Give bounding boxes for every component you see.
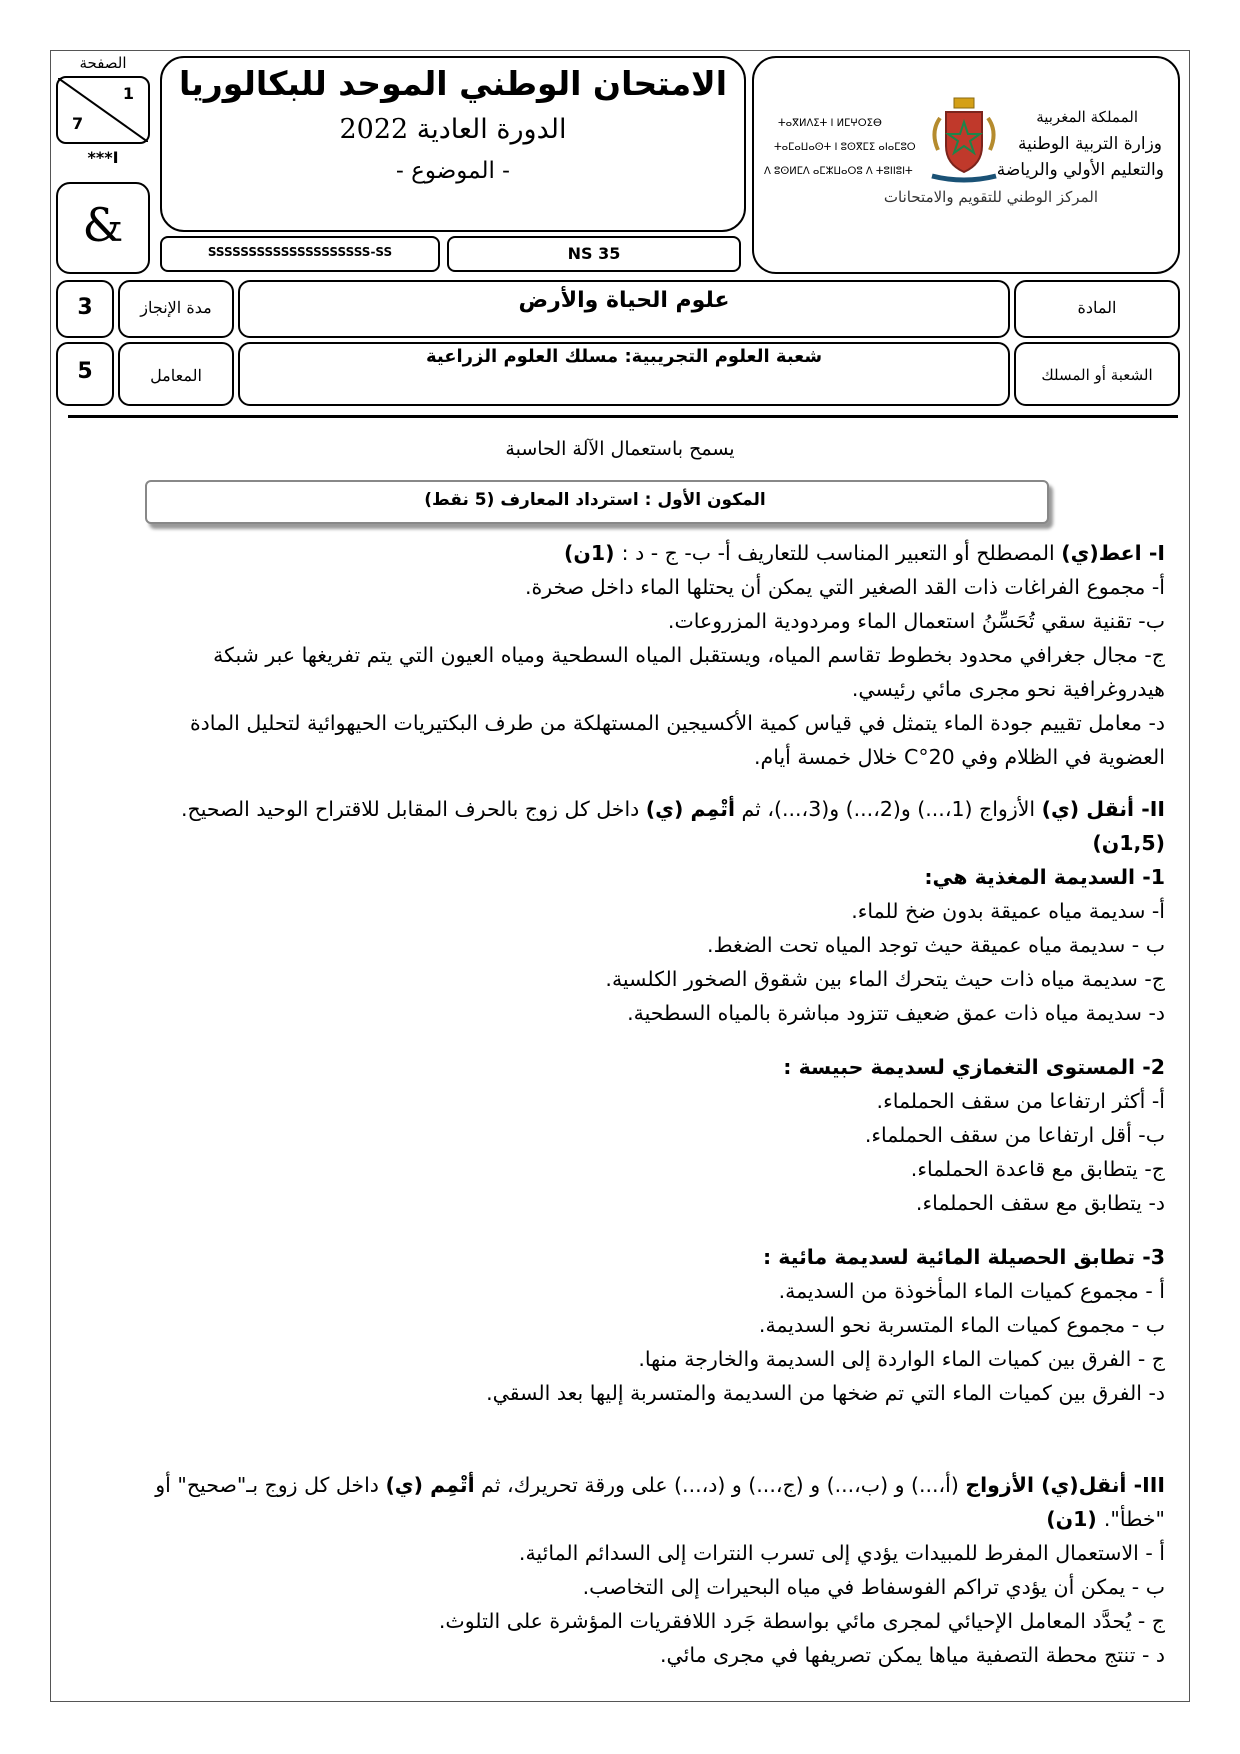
page-total: 7	[72, 114, 84, 133]
section-3-item: ب - يمكن أن يؤدي تراكم الفوسفاط في مياه البحيرات إلى التخاصب.	[582, 1575, 1165, 1599]
question-1-option: ج- سديمة مياه ذات حيث يتحرك الماء بين شقوق الصخور الكلسية.	[605, 967, 1165, 991]
question-2-option: د- يتطابق مع سقف الحملماء.	[915, 1191, 1165, 1215]
calculator-note: يسمح باستعمال الآلة الحاسبة	[505, 438, 735, 460]
section-3-item: د - تنتج محطة التصفية مياها يمكن تصريفها في مجرى مائي.	[660, 1643, 1165, 1667]
question-1-option: د- سديمة مياه ذات عمق ضعيف تتزود مباشرة بالمياه السطحية.	[627, 1001, 1165, 1025]
page-label: الصفحة	[79, 54, 127, 72]
section-1-prefix: I- اعط(ي)	[1061, 541, 1165, 565]
section-1-text: المصطلح أو التعبير المناسب للتعاريف أ- ب- ج - د :	[621, 541, 1062, 565]
subject-value: علوم الحياة والأرض	[518, 288, 730, 313]
question-1-option: ب - سديمة مياه عميقة حيث توجد المياه تحت الضغط.	[707, 933, 1165, 957]
component-title-box	[145, 480, 1049, 524]
section-3-item: أ - الاستعمال المفرط للمبيدات يؤدي إلى تسرب النترات إلى السدائم المائية.	[518, 1541, 1165, 1565]
section-2-instruction	[110, 792, 1165, 826]
exam-session: الدورة العادية 2022	[339, 114, 567, 145]
subject-label-cell	[1014, 280, 1180, 338]
section-3-points: (1ن)	[1046, 1507, 1104, 1531]
header-separator	[68, 415, 1178, 418]
exam-code: SSSSSSSSSSSSSSSSSSSS-SS	[207, 245, 393, 259]
tifinagh-line-3: ⴷ ⵓⵙⵍⵎⴷ ⴰⵎⵣⵡⴰⵔⵓ ⴷ ⵜⵓⵏⵏⵓⵏⵜ	[764, 166, 913, 177]
question-2-option: أ- أكثر ارتفاعا من سقف الحملماء.	[876, 1089, 1165, 1113]
question-3-title: 3- تطابق الحصيلة المائية لسديمة مائية :	[762, 1245, 1165, 1269]
ministry-name-2: وزارة التربية الوطنية	[1017, 134, 1162, 154]
branch-value: شعبة العلوم التجريبية: مسلك العلوم الزراعية	[425, 346, 823, 367]
section-1	[110, 536, 1165, 774]
coef-label-cell	[118, 342, 234, 406]
exam-subject-label: - الموضوع -	[396, 158, 510, 184]
coef-label: المعامل	[150, 366, 202, 385]
ns-code: NS 35	[567, 244, 621, 263]
section-1-item: هيدروغرافية نحو مجرى مائي رئيسي.	[851, 677, 1165, 701]
duration-value: 3	[77, 295, 93, 320]
section-2-points: (1,5ن)	[1092, 831, 1165, 855]
section-2-text-a: الأزواج (1،...) و(2،...) و(3،...)، ثم	[735, 797, 1042, 821]
question-3-option: أ - مجموع كميات الماء المأخوذة من السديمة.	[778, 1279, 1165, 1303]
question-3-option: ب - مجموع كميات الماء المتسربة نحو السديمة.	[758, 1313, 1165, 1337]
duration-label: مدة الإنجاز	[140, 298, 212, 317]
question-3-option: د- الفرق بين كميات الماء التي تم ضخها من السديمة والمتسربة إليها بعد السقي.	[486, 1381, 1165, 1405]
page-current: 1	[122, 84, 134, 103]
duration-label-cell	[118, 280, 234, 338]
section-1-points: (1ن)	[563, 541, 622, 565]
section-3-instruction-line2	[110, 1502, 1165, 1536]
question-1-title: 1- السديمة المغذية هي:	[924, 865, 1165, 889]
section-3-item: ج - يُحدَّد المعامل الإحيائي لمجرى مائي بواسطة جَرد اللافقريات المؤشرة على التلوث.	[438, 1609, 1165, 1633]
question-2-option: ب- أقل ارتفاعا من سقف الحملماء.	[864, 1123, 1165, 1147]
amp-box	[56, 182, 150, 274]
component-title: المكون الأول : استرداد المعارف (5 نقط)	[424, 490, 766, 510]
stars-mark: ***I	[87, 148, 119, 167]
ministry-name-3: والتعليم الأولي والرياضة	[996, 160, 1164, 180]
question-3-option: ج - الفرق بين كميات الماء الواردة إلى السديمة والخارجة منها.	[638, 1347, 1165, 1371]
branch-label-cell	[1014, 342, 1180, 406]
duration-value-cell	[56, 280, 114, 338]
section-3-instruction	[110, 1468, 1165, 1502]
section-3-text-b: داخل كل زوج بـ"صحيح" أو	[155, 1473, 386, 1497]
ministry-center: المركز الوطني للتقويم والامتحانات	[883, 188, 1098, 206]
question-2-option: ج- يتطابق مع قاعدة الحملماء.	[910, 1157, 1165, 1181]
subject-value-cell	[238, 280, 1010, 338]
coef-value: 5	[77, 359, 93, 384]
section-1-instruction	[110, 536, 1165, 570]
section-3	[110, 1468, 1165, 1672]
section-2	[110, 792, 1165, 1410]
exam-title: الامتحان الوطني الموحد للبكالوريا	[178, 64, 728, 103]
question-2-title: 2- المستوى التغمازي لسديمة حبيسة :	[783, 1055, 1165, 1079]
exam-code-box	[160, 236, 440, 272]
coat-of-arms-icon	[924, 92, 1004, 184]
section-3-complete: أتْمِم (ي)	[385, 1473, 475, 1497]
section-2-complete: أتْمِم (ي)	[645, 797, 736, 821]
question-1-option: أ- سديمة مياه عميقة بدون ضخ للماء.	[851, 899, 1165, 923]
tifinagh-line-2: ⵜⴰⵎⴰⵡⴰⵙⵜ ⵏ ⵓⵙⴳⵎⵉ ⴰⵏⴰⵎⵓⵔ	[774, 142, 916, 153]
exam-title-box	[160, 56, 746, 232]
section-1-item: العضوية في الظلام وفي 20°C خلال خمسة أيام.	[753, 745, 1165, 769]
section-1-item: د- معامل تقييم جودة الماء يتمثل في قياس كمية الأكسيجين المستهلكة من طرف البكتيريات الحيهوائية لتحليل المادة	[189, 711, 1165, 735]
branch-value-cell	[238, 342, 1010, 406]
branch-label: الشعبة أو المسلك	[1041, 366, 1153, 384]
section-3-text-a: (أ،...) و (ب،...) و (ج،...) و (د،...) على ورقة تحريرك، ثم	[474, 1473, 966, 1497]
ministry-box	[752, 56, 1180, 274]
section-3-prefix: III- أنقل(ي) الأزواج	[965, 1473, 1165, 1497]
coef-value-cell	[56, 342, 114, 406]
section-1-item: أ- مجموع الفراغات ذات القد الصغير التي يمكن أن يحتلها الماء داخل صخرة.	[524, 575, 1165, 599]
section-3-line2: "خطأ".	[1103, 1507, 1165, 1531]
section-1-item: ب- تقنية سقي تُحَسِّنُ استعمال الماء ومردودية المزروعات.	[667, 609, 1165, 633]
amp-symbol: &	[82, 198, 124, 252]
ministry-name-1: المملكة المغربية	[1036, 108, 1138, 126]
page-number-box	[56, 76, 150, 144]
ns-code-box	[447, 236, 741, 272]
section-1-item: ج- مجال جغرافي محدود بخطوط تقاسم المياه، ويستقبل المياه السطحية ومياه العيون التي يتم تفريغها عبر شبكة	[213, 643, 1165, 667]
subject-label: المادة	[1077, 298, 1117, 317]
section-2-prefix: II- أنقل (ي)	[1041, 797, 1165, 821]
section-2-text-b: داخل كل زوج بالحرف المقابل للاقتراح الوحيد الصحيح.	[180, 797, 646, 821]
tifinagh-line-1: ⵜⴰⴳⵍⴷⵉⵜ ⵏ ⵍⵎⵖⵔⵉⴱ	[778, 118, 882, 129]
